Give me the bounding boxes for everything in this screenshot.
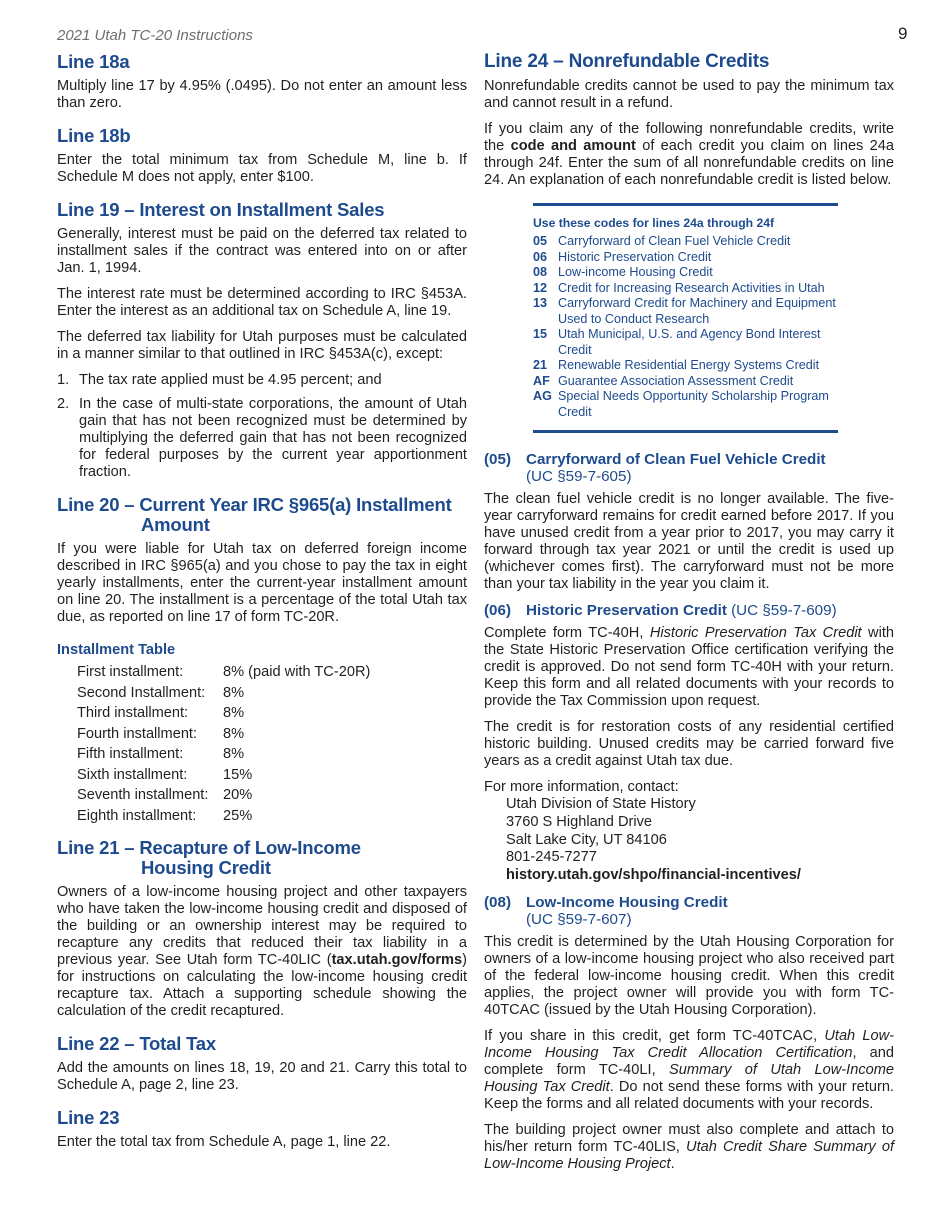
credit-06-section (484, 602, 894, 885)
credit-code-description: Carryforward of Clean Fuel Vehicle Credit (558, 234, 791, 248)
credit-06-text-b: with the State Historic Preservation Office certification verifying the credit is approved. Do not send form TC-40H with your return. Keep this form and all related documents with your records to provide the Tax Commission upon request. (484, 625, 895, 709)
list-item-text: The tax rate applied must be 4.95 percent; and (79, 372, 382, 388)
credit-code: AG (533, 389, 552, 403)
credit-05-title: Carryforward of Clean Fuel Vehicle Credit (526, 451, 826, 468)
table-cell-value: 15% (223, 766, 253, 783)
list-item (57, 396, 467, 481)
line-23-heading: Line 23 (57, 1107, 120, 1128)
credit-06-citation: (UC §59-7-609) (731, 602, 837, 619)
credit-code: 13 (533, 296, 548, 310)
credit-08-text-e: . (670, 1155, 675, 1172)
credit-05-citation: (UC §59-7-605) (526, 468, 632, 485)
line-19-exceptions-list (57, 372, 467, 481)
credit-code-description: Credit for Increasing Research Activities in Utah (558, 280, 825, 295)
table-cell-label: Sixth installment: (77, 766, 188, 783)
table-cell-value: 20% (223, 787, 253, 803)
address-line: 3760 S Highland Drive (506, 813, 653, 830)
credit-08-form-title-3: Utah Credit Share Summary of Low-Income Housing Project (484, 1138, 895, 1172)
table-cell-label: Fifth installment: (77, 746, 184, 762)
line-20-heading-line-2: Amount (141, 514, 210, 535)
line-21-section (57, 838, 467, 1020)
credit-code-description: Low-income Housing Credit (558, 265, 713, 279)
credit-06-text-a: Complete form TC-40H, (484, 625, 650, 641)
line-21-text-b: ) for instructions on calculating the low-income housing credit recapture tax. Attach a supporting schedule showing the calculation of the credit recaptured. (57, 952, 467, 1019)
line-22-text: Add the amounts on lines 18, 19, 20 and 21. Carry this total to Schedule A, page 2, line 23. (57, 1060, 467, 1093)
installment-table (77, 662, 370, 826)
credit-08-section (484, 894, 894, 1173)
credit-08-paragraph-3 (484, 1122, 894, 1173)
line-21-heading (57, 838, 467, 878)
credit-08-text-d: The building project owner must also complete and attach to his/her return form TC-40LIS, (484, 1121, 894, 1155)
credit-08-code: (08) (484, 893, 512, 911)
table-cell-value: 8% (223, 684, 245, 701)
table-row (77, 744, 370, 765)
credit-05-text: The clean fuel vehicle credit is no longer available. The five-year carryforward remains for credit earned before 2017. If you have unused credit from a year prior to 2017, you may carry it forward through tax year 2021 or until the credit is used up (whichever comes first). The carryforward must not be more than your tax liability in the year you claim it. (484, 491, 894, 592)
table-cell-value: 8% (paid with TC-20R) (223, 664, 371, 680)
credit-code: 08 (533, 265, 548, 279)
table-cell-label: Seventh installment: (77, 787, 209, 803)
credit-code: 05 (533, 234, 548, 248)
address-line: Utah Division of State History (506, 796, 696, 812)
right-column (484, 52, 894, 1182)
table-row (77, 683, 370, 704)
line-18a-heading: Line 18a (57, 51, 130, 72)
credit-05-heading (484, 451, 894, 485)
table-cell-value: 8% (223, 705, 245, 721)
line-18b-text: Enter the total minimum tax from Schedule M, line b. If Schedule M does not apply, enter $100. (57, 152, 467, 185)
line-24-text-b: of each credit you claim on lines 24a through 24f. Enter the sum of all nonrefundable credits on line 24. An explanation of each nonrefundable credit is listed below. (484, 138, 895, 188)
contact-address (506, 796, 894, 885)
credit-code-row (533, 250, 838, 266)
table-cell-label: Eighth installment: (77, 807, 197, 824)
table-row (77, 765, 370, 786)
list-item-text: In the case of multi-state corporations, the amount of Utah gain that has not been recognized must be determined by multiplying the deferred gain that has not been recognized for federal purposes by the current year apportionment fraction. (79, 396, 467, 480)
line-18b-heading: Line 18b (57, 125, 131, 146)
line-24-paragraph-1: Nonrefundable credits cannot be used to pay the minimum tax and cannot result in a refund. (484, 78, 894, 111)
table-cell-label: First installment: (77, 664, 184, 680)
left-column (57, 52, 467, 1160)
tax-forms-link[interactable]: tax.utah.gov/forms (331, 952, 463, 968)
table-cell-value: 8% (223, 746, 245, 762)
table-cell-value: 8% (223, 725, 245, 742)
credit-08-text-a: If you share in this credit, get form TC-40TCAC, (484, 1027, 825, 1044)
table-cell-label: Second Installment: (77, 684, 206, 701)
credit-08-citation: (UC §59-7-607) (526, 910, 632, 928)
table-cell-label: Third installment: (77, 705, 189, 721)
credit-08-paragraph-1: This credit is determined by the Utah Housing Corporation for owners of a low-income housing project who also received part of the federal low-income housing credit. When this credit applies, the project owner will provide you with form TC-40TCAC (issued by the Utah Housing Corporation). (484, 933, 894, 1018)
line-21-text-a: Owners of a low-income housing project and other taxpayers who have taken the low-income housing credit and disposed of the building or an ownership interest may be required to recapture any credits that reduced their tax liability in a previous year. See Utah form TC-40LIC ( (57, 884, 467, 968)
list-item-number: 2. (57, 396, 70, 412)
table-row (77, 662, 370, 683)
line-19-paragraph-3: The deferred tax liability for Utah purposes must be calculated in a manner similar to that outlined in IRC §453A(c), except: (57, 329, 467, 362)
line-21-heading-line-2: Housing Credit (141, 857, 271, 878)
history-website-link[interactable]: history.utah.gov/shpo/financial-incentives/ (506, 867, 801, 884)
line-22-section (57, 1034, 467, 1094)
credit-08-heading (484, 894, 894, 928)
credit-05-code: (05) (484, 451, 512, 468)
line-18a-text: Multiply line 17 by 4.95% (.0495). Do not enter an amount less than zero. (57, 78, 467, 111)
line-22-heading: Line 22 – Total Tax (57, 1033, 216, 1054)
credit-code-description: Carryforward Credit for Machinery and Equipment Used to Conduct Research (558, 296, 836, 326)
list-item-number: 1. (57, 372, 70, 388)
credit-08-text-b: , and complete form TC-40LI, (484, 1044, 894, 1078)
credit-06-form-title: Historic Preservation Tax Credit (649, 625, 862, 641)
line-20-paragraph: If you were liable for Utah tax on deferred foreign income described in IRC §965(a) and you chose to pay the tax in eight yearly installments, enter the current-year installment amount on line 20. The installment is a percentage of the total Utah tax due, as reported on line 17 of form TC-20R. (57, 541, 467, 625)
credit-08-form-title-1: Utah Low-Income Housing Tax Credit Allocation Certification (484, 1027, 895, 1061)
credit-code: 06 (533, 249, 548, 264)
page-number: 9 (898, 24, 908, 43)
line-21-paragraph (57, 884, 467, 1020)
line-20-heading-line-1: Line 20 – Current Year IRC §965(a) Installment (57, 494, 452, 515)
credit-08-title: Low-Income Housing Credit (526, 893, 728, 911)
address-line: Salt Lake City, UT 84106 (506, 831, 667, 848)
line-19-paragraph-2: The interest rate must be determined according to IRC §453A. Enter the interest as an additional tax on Schedule A, line 19. (57, 286, 467, 319)
credit-code-row (533, 327, 838, 358)
table-cell-label: Fourth installment: (77, 725, 198, 742)
line-24-paragraph-2 (484, 121, 894, 189)
credit-code-description: Historic Preservation Credit (558, 249, 712, 264)
line-20-heading (57, 495, 467, 535)
credit-05-section (484, 451, 894, 593)
credit-code-description: Guarantee Association Assessment Credit (558, 373, 794, 388)
credit-code-row (533, 265, 838, 281)
credit-06-title: Historic Preservation Credit (526, 602, 727, 619)
credit-08-paragraph-2 (484, 1028, 894, 1113)
address-line: 801-245-7277 (506, 849, 597, 866)
table-row (77, 724, 370, 745)
line-18a-section (57, 52, 467, 112)
list-item (57, 372, 467, 389)
line-20-section (57, 495, 467, 826)
credit-code: 12 (533, 280, 548, 295)
credit-code: 21 (533, 358, 548, 372)
credit-08-form-title-2: Summary of Utah Low-Income Housing Tax Credit (484, 1061, 895, 1095)
credit-code-description: Utah Municipal, U.S. and Agency Bond Interest Credit (558, 327, 821, 357)
credit-code-row (533, 281, 838, 297)
credit-code-row (533, 389, 838, 420)
table-row (77, 785, 370, 806)
credit-code-row (533, 358, 838, 374)
credit-06-paragraph-2: The credit is for restoration costs of any residential certified historic building. Unused credits may be carried forward five years as a credit against Utah tax due. (484, 719, 894, 769)
credit-code-description: Special Needs Opportunity Scholarship Program Credit (558, 389, 829, 419)
table-cell-value: 25% (223, 807, 253, 824)
line-24-heading: Line 24 – Nonrefundable Credits (484, 51, 770, 72)
line-23-text: Enter the total tax from Schedule A, page 1, line 22. (57, 1134, 391, 1150)
credit-code-row (533, 234, 838, 250)
credit-06-heading (484, 602, 894, 619)
line-23-section (57, 1108, 467, 1151)
line-24-section (484, 52, 894, 189)
credit-code-description: Renewable Residential Energy Systems Credit (558, 358, 820, 372)
credit-codes-title: Use these codes for lines 24a through 24f (533, 216, 775, 230)
credit-code-row (533, 296, 838, 327)
line-18b-section (57, 126, 467, 186)
credit-06-paragraph-1 (484, 625, 894, 710)
page-header-title: 2021 Utah TC-20 Instructions (57, 27, 253, 44)
credit-code: AF (533, 373, 550, 388)
credit-code: 15 (533, 327, 548, 341)
credit-codes-box (533, 203, 838, 433)
line-24-text-a: If you claim any of the following nonrefundable credits, write the (484, 121, 894, 154)
credit-08-text-c: . Do not send these forms with your return. Keep the forms and all related documents with your records. (484, 1078, 894, 1112)
line-19-section (57, 200, 467, 481)
line-21-heading-line-1: Line 21 – Recapture of Low-Income (57, 837, 361, 858)
credit-06-contact-intro: For more information, contact: (484, 779, 679, 795)
credit-06-code: (06) (484, 602, 512, 619)
table-row (77, 806, 370, 827)
credit-code-row (533, 374, 838, 390)
installment-table-title: Installment Table (57, 642, 176, 658)
line-24-bold-text: code and amount (510, 138, 636, 154)
line-19-paragraph-1: Generally, interest must be paid on the deferred tax related to installment sales if the contract was entered into on or after Jan. 1, 1994. (57, 226, 467, 276)
table-row (77, 703, 370, 724)
line-19-heading: Line 19 – Interest on Installment Sales (57, 199, 385, 220)
